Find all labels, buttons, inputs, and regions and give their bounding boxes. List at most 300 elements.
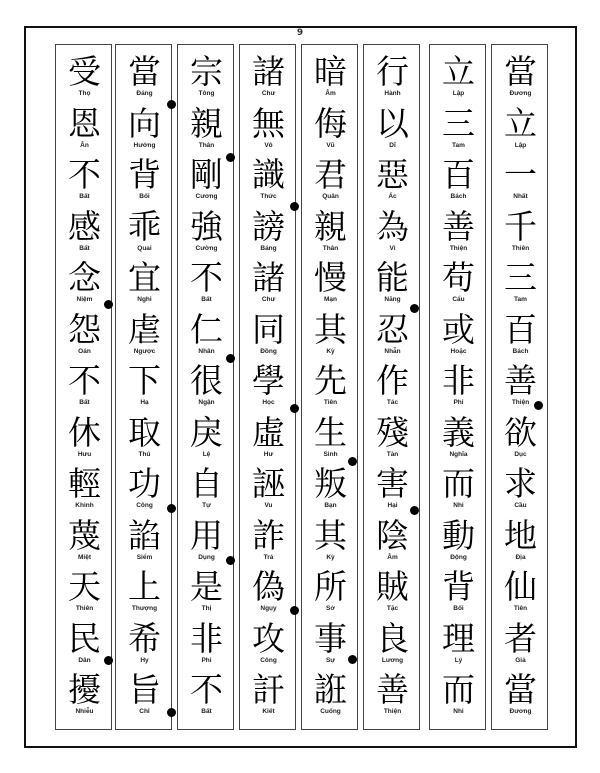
han-character: 恩: [68, 103, 101, 143]
sino-vietnamese-reading: Âm: [325, 90, 336, 97]
character-cell: [116, 513, 173, 565]
sino-vietnamese-reading: Quân: [322, 193, 339, 200]
han-character: 理: [442, 618, 475, 658]
character-cell: [492, 204, 549, 256]
punctuation-dot: [104, 656, 113, 665]
han-character: 事: [314, 618, 347, 658]
character-cell: [240, 410, 297, 462]
sino-vietnamese-reading: Tông: [198, 90, 215, 97]
sino-vietnamese-reading: Tặc: [386, 605, 399, 612]
han-character: 輕: [68, 464, 101, 503]
sino-vietnamese-reading: Cường: [195, 244, 218, 252]
sino-vietnamese-reading: Nhi: [453, 502, 464, 509]
character-cell: [430, 204, 487, 256]
sino-vietnamese-reading: Kỳ: [326, 553, 335, 561]
han-character: 非: [190, 618, 223, 658]
sino-vietnamese-reading: Đương: [509, 90, 532, 97]
sino-vietnamese-reading: Bất: [79, 244, 90, 252]
text-column: [239, 44, 296, 730]
punctuation-dot: [167, 504, 176, 513]
character-cell: [240, 358, 297, 410]
sino-vietnamese-reading: Thân: [198, 141, 215, 149]
character-cell: [430, 564, 487, 616]
character-cell: [178, 667, 235, 719]
han-character: 百: [442, 155, 475, 194]
sino-vietnamese-reading: Ác: [388, 193, 397, 200]
han-character: 誣: [252, 464, 285, 503]
character-cell: [116, 616, 173, 668]
sino-vietnamese-reading: Chư: [261, 296, 276, 303]
character-cell: [240, 255, 297, 307]
sino-vietnamese-reading: Lý: [454, 656, 463, 664]
sino-vietnamese-reading: Hành: [384, 90, 401, 97]
sino-vietnamese-reading: Tàn: [386, 450, 399, 458]
punctuation-dot: [226, 354, 235, 363]
han-character: 偽: [252, 567, 285, 606]
character-cell: [116, 49, 173, 101]
character-cell: [302, 564, 359, 616]
han-character: 立: [442, 52, 475, 91]
sino-vietnamese-reading: Nhất: [513, 193, 528, 200]
sino-vietnamese-reading: Công: [260, 656, 277, 664]
sino-vietnamese-reading: Hướng: [133, 141, 156, 149]
character-cell: [56, 564, 113, 616]
han-character: 而: [442, 670, 475, 709]
punctuation-dot: [290, 404, 299, 413]
sino-vietnamese-reading: Oán: [78, 347, 91, 355]
character-cell: [430, 101, 487, 153]
sino-vietnamese-reading: Báng: [260, 244, 277, 252]
character-cell: [178, 410, 235, 462]
sino-vietnamese-reading: Thượng: [131, 605, 158, 612]
character-cell: [364, 307, 421, 359]
sino-vietnamese-reading: Tác: [386, 399, 399, 406]
character-cell: [178, 204, 235, 256]
han-character: 侮: [314, 103, 347, 143]
han-character: 當: [504, 52, 537, 91]
character-cell: [302, 101, 359, 153]
punctuation-dot: [167, 708, 176, 717]
character-cell: [492, 255, 549, 307]
character-cell: [240, 667, 297, 719]
sino-vietnamese-reading: Năng: [384, 296, 401, 303]
punctuation-dot: [226, 556, 235, 565]
han-character: 虛: [252, 412, 285, 452]
sino-vietnamese-reading: Địa: [515, 553, 526, 561]
character-cell: [116, 461, 173, 513]
character-cell: [492, 307, 549, 359]
han-character: 識: [252, 155, 285, 194]
han-character: 很: [190, 361, 223, 400]
sino-vietnamese-reading: Học: [262, 399, 275, 406]
character-cell: [56, 49, 113, 101]
han-character: 當: [128, 52, 161, 91]
text-column: [301, 44, 358, 730]
sino-vietnamese-reading: Hạ: [140, 399, 149, 406]
han-character: 者: [504, 618, 537, 658]
character-cell: [240, 307, 297, 359]
page-number: 9: [296, 28, 304, 38]
sino-vietnamese-reading: Thiên: [75, 605, 94, 612]
han-character: 百: [504, 309, 537, 349]
han-character: 善: [376, 670, 409, 709]
sino-vietnamese-reading: Bối: [139, 193, 150, 200]
sino-vietnamese-reading: Hại: [387, 502, 398, 509]
character-cell: [178, 49, 235, 101]
character-cell: [116, 358, 173, 410]
sino-vietnamese-reading: Siểm: [136, 553, 153, 561]
punctuation-dot: [290, 202, 299, 211]
sino-vietnamese-reading: Chư: [261, 90, 276, 97]
sino-vietnamese-reading: Lập: [452, 90, 465, 97]
sino-vietnamese-reading: Phi: [453, 399, 464, 406]
punctuation-dot: [348, 457, 357, 466]
character-cell: [430, 152, 487, 204]
sino-vietnamese-reading: Vi: [389, 244, 396, 252]
sino-vietnamese-reading: Kỳ: [326, 347, 335, 355]
han-character: 不: [190, 670, 223, 709]
sino-vietnamese-reading: Dân: [78, 656, 91, 664]
sino-vietnamese-reading: Bối: [453, 605, 464, 612]
han-character: 詐: [252, 515, 285, 555]
sino-vietnamese-reading: Đồng: [260, 347, 277, 355]
sino-vietnamese-reading: Lệ: [202, 450, 211, 458]
sino-vietnamese-reading: Lập: [514, 141, 527, 149]
text-column: [429, 44, 486, 730]
han-character: 苟: [442, 258, 475, 297]
han-character: 受: [68, 52, 101, 91]
han-character: 忍: [376, 309, 409, 349]
han-character: 叛: [314, 464, 347, 503]
character-cell: [364, 49, 421, 101]
han-character: 賊: [376, 567, 409, 606]
character-cell: [492, 513, 549, 565]
character-cell: [302, 152, 359, 204]
han-character: 訐: [252, 670, 285, 709]
sino-vietnamese-reading: Quai: [137, 244, 152, 252]
han-character: 殘: [376, 412, 409, 452]
han-character: 諂: [128, 515, 161, 555]
character-cell: [364, 255, 421, 307]
sino-vietnamese-reading: Phi: [201, 656, 212, 664]
sino-vietnamese-reading: Đáng: [136, 90, 153, 97]
sino-vietnamese-reading: Thiện: [449, 244, 468, 252]
sino-vietnamese-reading: Trá: [263, 553, 274, 561]
sino-vietnamese-reading: Nghĩa: [449, 450, 468, 458]
sino-vietnamese-reading: Công: [136, 502, 153, 509]
sino-vietnamese-reading: Ngận: [198, 399, 215, 406]
sino-vietnamese-reading: Dĩ: [389, 141, 396, 149]
han-character: 謗: [252, 206, 285, 246]
han-character: 希: [128, 618, 161, 658]
character-cell: [364, 513, 421, 565]
han-character: 千: [504, 206, 537, 246]
han-character: 民: [68, 618, 101, 658]
sino-vietnamese-reading: Tiên: [323, 399, 338, 406]
character-cell: [116, 255, 173, 307]
han-character: 下: [128, 361, 161, 400]
sino-vietnamese-reading: Hoặc: [450, 347, 467, 355]
han-character: 攻: [252, 618, 285, 658]
character-cell: [492, 667, 549, 719]
han-character: 為: [376, 206, 409, 246]
sino-vietnamese-reading: Nghi: [137, 296, 152, 303]
sino-vietnamese-reading: Cương: [195, 193, 218, 200]
character-cell: [302, 255, 359, 307]
character-cell: [364, 152, 421, 204]
sino-vietnamese-reading: Thủ: [138, 450, 151, 458]
han-character: 或: [442, 309, 475, 349]
character-cell: [178, 461, 235, 513]
han-character: 自: [190, 464, 223, 503]
character-cell: [430, 307, 487, 359]
han-character: 非: [442, 361, 475, 400]
sino-vietnamese-reading: Hưu: [77, 450, 92, 458]
sino-vietnamese-reading: Dục: [514, 450, 527, 458]
han-character: 善: [442, 206, 475, 246]
sino-vietnamese-reading: Cầu: [514, 502, 527, 509]
han-character: 同: [252, 309, 285, 349]
sino-vietnamese-reading: Tự: [202, 502, 211, 509]
han-character: 君: [314, 155, 347, 194]
character-cell: [240, 513, 297, 565]
han-character: 戾: [190, 412, 223, 452]
character-cell: [56, 358, 113, 410]
character-cell: [56, 410, 113, 462]
character-cell: [302, 513, 359, 565]
sino-vietnamese-reading: Hy: [140, 656, 149, 664]
character-cell: [56, 101, 113, 153]
sino-vietnamese-reading: Cuống: [320, 708, 341, 715]
han-character: 生: [314, 412, 347, 452]
sino-vietnamese-reading: Sở: [326, 605, 335, 612]
punctuation-dot: [534, 401, 543, 410]
han-character: 天: [68, 567, 101, 606]
han-character: 欲: [504, 412, 537, 452]
character-cell: [430, 616, 487, 668]
character-cell: [56, 461, 113, 513]
han-character: 以: [376, 103, 409, 143]
sino-vietnamese-reading: Bất: [79, 399, 90, 406]
character-cell: [302, 667, 359, 719]
han-character: 怨: [68, 309, 101, 349]
character-cell: [56, 152, 113, 204]
punctuation-dot: [167, 100, 176, 109]
character-cell: [430, 461, 487, 513]
han-character: 三: [442, 103, 475, 143]
sino-vietnamese-reading: Nhẫn: [384, 347, 401, 355]
sino-vietnamese-reading: Tam: [514, 296, 527, 303]
sino-vietnamese-reading: Ngược: [133, 347, 156, 355]
character-cell: [364, 616, 421, 668]
han-character: 義: [442, 412, 475, 452]
character-cell: [492, 49, 549, 101]
character-cell: [178, 616, 235, 668]
han-character: 宗: [190, 52, 223, 91]
sino-vietnamese-reading: Âm: [387, 553, 398, 561]
character-cell: [430, 49, 487, 101]
character-cell: [178, 307, 235, 359]
han-character: 其: [314, 309, 347, 349]
character-cell: [56, 513, 113, 565]
text-column: [55, 44, 112, 730]
han-character: 良: [376, 618, 409, 658]
text-column: [115, 44, 172, 730]
sino-vietnamese-reading: Kiết: [262, 708, 275, 715]
sino-vietnamese-reading: Mạn: [324, 296, 337, 303]
sino-vietnamese-reading: Nhân: [198, 347, 215, 355]
han-character: 陰: [376, 515, 409, 555]
han-character: 宜: [128, 258, 161, 297]
han-character: 誑: [314, 670, 347, 709]
punctuation-dot: [290, 606, 299, 615]
sino-vietnamese-reading: Nhiễu: [75, 708, 94, 715]
han-character: 一: [504, 155, 537, 194]
sino-vietnamese-reading: Ngụy: [260, 605, 277, 612]
han-character: 地: [504, 515, 537, 555]
sino-vietnamese-reading: Niệm: [76, 296, 93, 303]
character-cell: [240, 461, 297, 513]
sino-vietnamese-reading: Thiện: [383, 708, 402, 715]
character-cell: [430, 410, 487, 462]
sino-vietnamese-reading: Vô: [264, 141, 273, 149]
character-cell: [116, 152, 173, 204]
han-character: 學: [252, 361, 285, 400]
han-character: 擾: [68, 670, 101, 709]
character-cell: [364, 101, 421, 153]
sino-vietnamese-reading: Thiên: [511, 244, 530, 252]
character-cell: [56, 255, 113, 307]
character-cell: [492, 616, 549, 668]
character-cell: [178, 564, 235, 616]
han-character: 無: [252, 103, 285, 143]
sino-vietnamese-reading: Tiên: [513, 605, 528, 612]
han-character: 求: [504, 464, 537, 503]
sino-vietnamese-reading: Giả: [515, 656, 526, 664]
han-character: 旨: [128, 670, 161, 709]
han-character: 不: [190, 258, 223, 297]
han-character: 親: [190, 103, 223, 143]
character-cell: [302, 358, 359, 410]
sino-vietnamese-reading: Bách: [450, 193, 467, 200]
han-character: 慢: [314, 258, 347, 297]
sino-vietnamese-reading: Vu: [264, 502, 273, 509]
character-cell: [56, 204, 113, 256]
character-cell: [56, 667, 113, 719]
sino-vietnamese-reading: Đương: [509, 708, 532, 715]
character-cell: [364, 410, 421, 462]
han-character: 剛: [190, 155, 223, 194]
han-character: 能: [376, 258, 409, 297]
sino-vietnamese-reading: Miệt: [78, 553, 91, 561]
han-character: 取: [128, 412, 161, 452]
han-character: 害: [376, 464, 409, 503]
han-character: 作: [376, 361, 409, 400]
character-cell: [364, 358, 421, 410]
character-cell: [492, 152, 549, 204]
han-character: 惡: [376, 155, 409, 194]
character-cell: [116, 410, 173, 462]
character-cell: [364, 667, 421, 719]
character-cell: [116, 564, 173, 616]
sino-vietnamese-reading: Bách: [512, 347, 529, 355]
sino-vietnamese-reading: Bất: [201, 708, 212, 715]
han-character: 諸: [252, 258, 285, 297]
sino-vietnamese-reading: Nhi: [453, 708, 464, 715]
sino-vietnamese-reading: Động: [450, 553, 467, 561]
character-cell: [492, 410, 549, 462]
han-character: 乖: [128, 206, 161, 246]
sino-vietnamese-reading: Bất: [79, 193, 90, 200]
han-character: 是: [190, 567, 223, 606]
character-cell: [56, 307, 113, 359]
han-character: 感: [68, 206, 101, 246]
han-character: 先: [314, 361, 347, 400]
text-column: [363, 44, 420, 730]
character-cell: [302, 307, 359, 359]
han-character: 所: [314, 567, 347, 606]
character-cell: [116, 204, 173, 256]
sino-vietnamese-reading: Chỉ: [139, 708, 150, 715]
character-cell: [240, 101, 297, 153]
han-character: 三: [504, 258, 537, 297]
han-character: 背: [442, 567, 475, 606]
punctuation-dot: [226, 153, 235, 162]
character-cell: [178, 358, 235, 410]
han-character: 其: [314, 515, 347, 555]
han-character: 而: [442, 464, 475, 503]
character-cell: [430, 667, 487, 719]
sino-vietnamese-reading: Dụng: [198, 553, 215, 561]
punctuation-dot: [410, 304, 419, 313]
sino-vietnamese-reading: Vũ: [326, 141, 335, 149]
character-cell: [240, 564, 297, 616]
sino-vietnamese-reading: Hư: [263, 450, 274, 458]
character-cell: [492, 564, 549, 616]
character-cell: [430, 255, 487, 307]
character-cell: [430, 513, 487, 565]
han-character: 不: [68, 361, 101, 400]
sino-vietnamese-reading: Thọ: [78, 90, 91, 97]
punctuation-dot: [410, 506, 419, 515]
han-character: 仁: [190, 309, 223, 349]
character-cell: [240, 616, 297, 668]
sino-vietnamese-reading: Thức: [260, 193, 277, 200]
character-cell: [364, 564, 421, 616]
punctuation-dot: [348, 655, 357, 664]
han-character: 用: [190, 515, 223, 555]
han-character: 動: [442, 515, 475, 555]
han-character: 善: [504, 361, 537, 400]
sino-vietnamese-reading: Sinh: [323, 450, 338, 458]
han-character: 行: [376, 52, 409, 91]
character-cell: [492, 461, 549, 513]
text-column: [491, 44, 548, 730]
sino-vietnamese-reading: Cẩu: [452, 296, 465, 303]
han-character: 蔑: [68, 515, 101, 555]
sino-vietnamese-reading: Thân: [322, 244, 339, 252]
han-character: 功: [128, 464, 161, 503]
character-cell: [240, 204, 297, 256]
han-character: 強: [190, 206, 223, 246]
character-cell: [116, 101, 173, 153]
sino-vietnamese-reading: Khinh: [75, 502, 94, 509]
han-character: 仙: [504, 567, 537, 606]
sino-vietnamese-reading: Bạn: [324, 502, 337, 509]
han-character: 不: [68, 155, 101, 194]
han-character: 諸: [252, 52, 285, 91]
character-cell: [492, 101, 549, 153]
